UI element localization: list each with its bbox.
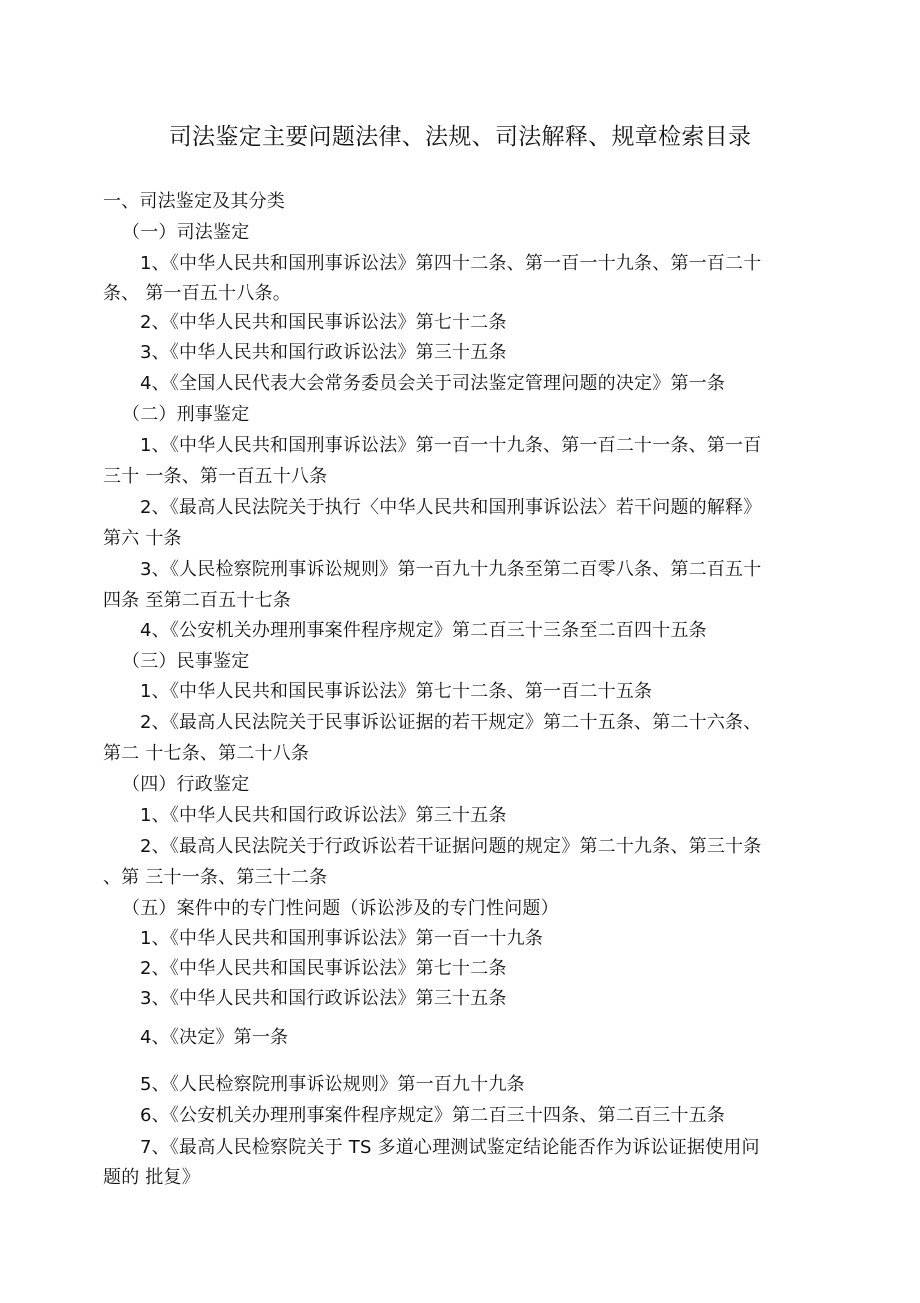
list-item: 1、《中华人民共和国刑事诉讼法》第一百一十九条 xyxy=(140,928,544,949)
list-item: 1、《中华人民共和国刑事诉讼法》第四十二条、第一百一十九条、第一百二十 xyxy=(140,253,762,274)
section-heading: 一、司法鉴定及其分类 xyxy=(103,191,285,212)
list-item: 7、《最高人民检察院关于 TS 多道心理测试鉴定结论能否作为诉讼证据使用问 xyxy=(140,1137,760,1158)
list-item-continuation: 三十 一条、第一百五十八条 xyxy=(103,466,328,487)
list-item: 2、《最高人民法院关于民事诉讼证据的若干规定》第二十五条、第二十六条、 xyxy=(140,712,762,733)
list-item: 3、《中华人民共和国行政诉讼法》第三十五条 xyxy=(140,342,507,363)
list-item-continuation: 、第 三十一条、第三十二条 xyxy=(103,867,328,888)
list-item-continuation: 第二 十七条、第二十八条 xyxy=(103,743,310,764)
list-item: 1、《中华人民共和国行政诉讼法》第三十五条 xyxy=(140,805,507,826)
subsection-heading-5: （五）案件中的专门性问题（诉讼涉及的专门性问题） xyxy=(122,898,559,919)
list-item: 2、《最高人民法院关于执行〈中华人民共和国刑事诉讼法〉若干问题的解释》 xyxy=(140,497,762,518)
subsection-heading-3: （三）民事鉴定 xyxy=(122,651,250,672)
list-item: 2、《中华人民共和国民事诉讼法》第七十二条 xyxy=(140,958,507,979)
page-title: 司法鉴定主要问题法律、法规、司法解释、规章检索目录 xyxy=(168,124,752,150)
subsection-heading-1: （一）司法鉴定 xyxy=(122,222,250,243)
list-item-continuation: 条、 第一百五十八条。 xyxy=(103,283,291,304)
list-item: 2、《中华人民共和国民事诉讼法》第七十二条 xyxy=(140,312,507,333)
list-item: 1、《中华人民共和国刑事诉讼法》第一百一十九条、第一百二十一条、第一百 xyxy=(140,435,762,456)
subsection-heading-4: （四）行政鉴定 xyxy=(122,774,250,795)
list-item: 4、《全国人民代表大会常务委员会关于司法鉴定管理问题的决定》第一条 xyxy=(140,373,726,394)
list-item: 1、《中华人民共和国民事诉讼法》第七十二条、第一百二十五条 xyxy=(140,681,653,702)
list-item-continuation: 四条 至第二百五十七条 xyxy=(103,590,291,611)
list-item: 4、《公安机关办理刑事案件程序规定》第二百三十三条至二百四十五条 xyxy=(140,620,707,641)
list-item: 4、《决定》第一条 xyxy=(140,1027,289,1048)
subsection-heading-2: （二）刑事鉴定 xyxy=(122,404,250,425)
list-item: 3、《人民检察院刑事诉讼规则》第一百九十九条至第二百零八条、第二百五十 xyxy=(140,559,762,580)
list-item-continuation: 题的 批复》 xyxy=(103,1167,200,1188)
list-item-continuation: 第六 十条 xyxy=(103,528,182,549)
list-item: 6、《公安机关办理刑事案件程序规定》第二百三十四条、第二百三十五条 xyxy=(140,1105,726,1126)
list-item: 3、《中华人民共和国行政诉讼法》第三十五条 xyxy=(140,988,507,1009)
list-item: 2、《最高人民法院关于行政诉讼若干证据问题的规定》第二十九条、第三十条 xyxy=(140,836,762,857)
list-item: 5、《人民检察院刑事诉讼规则》第一百九十九条 xyxy=(140,1074,525,1095)
